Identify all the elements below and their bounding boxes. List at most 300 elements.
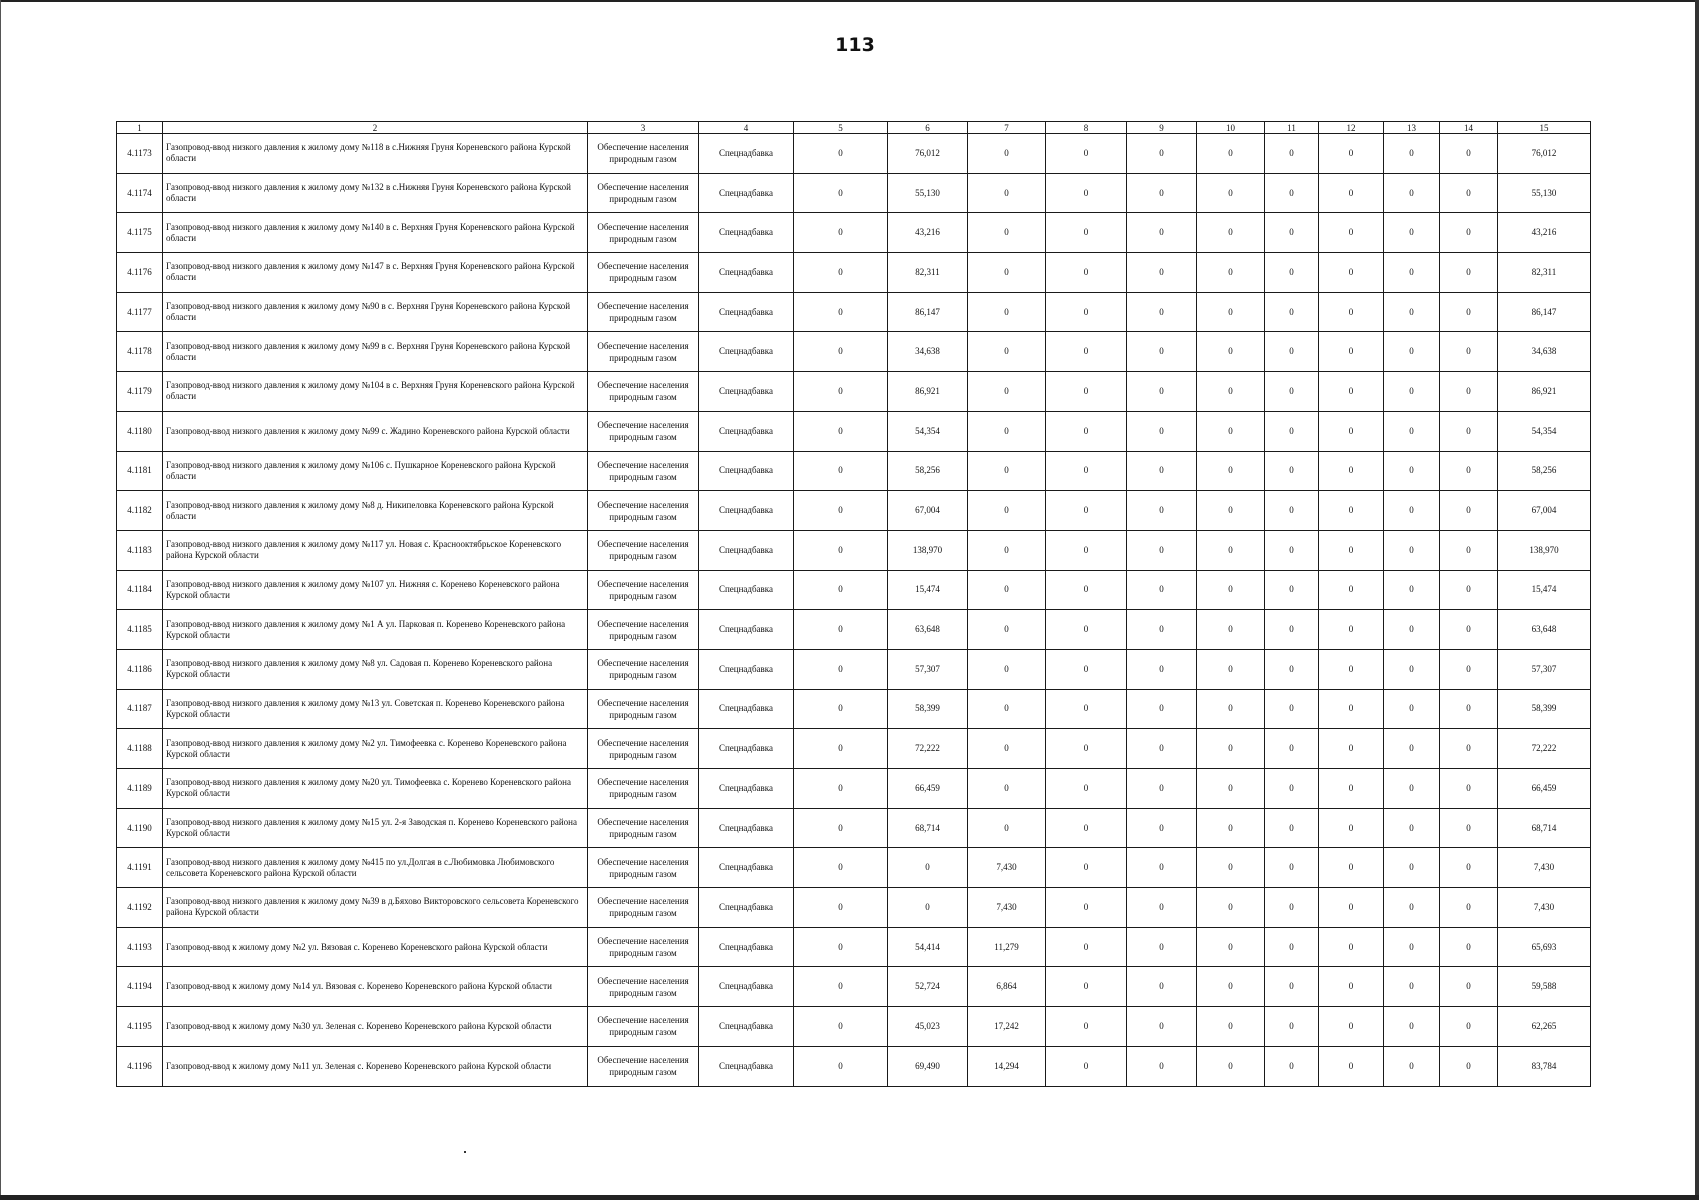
cell-source: Спецнадбавка bbox=[699, 927, 794, 967]
cell-c10: 0 bbox=[1197, 967, 1265, 1007]
cell-c8: 0 bbox=[1046, 213, 1127, 253]
table-row bbox=[117, 848, 1591, 888]
cell-c14: 0 bbox=[1440, 1007, 1498, 1047]
cell-c14: 0 bbox=[1440, 1046, 1498, 1086]
cell-c13: 0 bbox=[1384, 769, 1440, 809]
cell-c12: 0 bbox=[1319, 689, 1384, 729]
cell-c12: 0 bbox=[1319, 888, 1384, 928]
cell-c9: 0 bbox=[1127, 134, 1197, 174]
cell-num: 4.1187 bbox=[117, 689, 163, 729]
cell-num: 4.1192 bbox=[117, 888, 163, 928]
scan-border-right bbox=[1695, 0, 1699, 1200]
cell-c5: 0 bbox=[794, 689, 888, 729]
cell-c13: 0 bbox=[1384, 451, 1440, 491]
cell-c10: 0 bbox=[1197, 808, 1265, 848]
cell-total: 86,921 bbox=[1498, 372, 1591, 412]
header-cell: 2 bbox=[163, 122, 588, 134]
cell-c9: 0 bbox=[1127, 173, 1197, 213]
cell-c5: 0 bbox=[794, 332, 888, 372]
cell-c8: 0 bbox=[1046, 332, 1127, 372]
cell-c11: 0 bbox=[1265, 134, 1319, 174]
cell-c7: 0 bbox=[968, 570, 1046, 610]
cell-c13: 0 bbox=[1384, 253, 1440, 293]
cell-c8: 0 bbox=[1046, 253, 1127, 293]
cell-total: 82,311 bbox=[1498, 253, 1591, 293]
cell-c10: 0 bbox=[1197, 372, 1265, 412]
cell-c10: 0 bbox=[1197, 332, 1265, 372]
cell-c7: 0 bbox=[968, 610, 1046, 650]
cell-total: 7,430 bbox=[1498, 848, 1591, 888]
cell-description: Газопровод-ввод низкого давления к жилому дому №132 в с.Нижняя Груня Кореневского района Курской области bbox=[163, 173, 588, 213]
cell-purpose: Обеспечение населения природным газом bbox=[588, 848, 699, 888]
cell-c14: 0 bbox=[1440, 530, 1498, 570]
cell-c7: 14,294 bbox=[968, 1046, 1046, 1086]
cell-c12: 0 bbox=[1319, 848, 1384, 888]
cell-num: 4.1189 bbox=[117, 769, 163, 809]
cell-purpose: Обеспечение населения природным газом bbox=[588, 134, 699, 174]
cell-c12: 0 bbox=[1319, 292, 1384, 332]
cell-c9: 0 bbox=[1127, 570, 1197, 610]
cell-c11: 0 bbox=[1265, 848, 1319, 888]
cell-c9: 0 bbox=[1127, 967, 1197, 1007]
cell-description: Газопровод-ввод низкого давления к жилому дому №2 ул. Тимофеевка с. Коренево Кореневского района Курской области bbox=[163, 729, 588, 769]
cell-description: Газопровод-ввод низкого давления к жилому дому №15 ул. 2-я Заводская п. Коренево Кореневского района Курской области bbox=[163, 808, 588, 848]
cell-description: Газопровод-ввод низкого давления к жилому дому №8 д. Никипеловка Кореневского района Курской области bbox=[163, 491, 588, 531]
cell-c8: 0 bbox=[1046, 491, 1127, 531]
cell-c11: 0 bbox=[1265, 213, 1319, 253]
cell-description: Газопровод-ввод низкого давления к жилому дому №140 в с. Верхняя Груня Кореневского района Курской области bbox=[163, 213, 588, 253]
cell-num: 4.1174 bbox=[117, 173, 163, 213]
cell-c13: 0 bbox=[1384, 292, 1440, 332]
cell-c12: 0 bbox=[1319, 610, 1384, 650]
cell-c11: 0 bbox=[1265, 332, 1319, 372]
table-row bbox=[117, 927, 1591, 967]
cell-num: 4.1181 bbox=[117, 451, 163, 491]
cell-c13: 0 bbox=[1384, 134, 1440, 174]
header-cell: 8 bbox=[1046, 122, 1127, 134]
cell-c6: 63,648 bbox=[888, 610, 968, 650]
cell-c11: 0 bbox=[1265, 649, 1319, 689]
scan-speck bbox=[464, 1151, 466, 1153]
cell-description: Газопровод-ввод низкого давления к жилому дому №415 по ул.Долгая в с.Любимовка Любимовского сельсовета Кореневского района Курской области bbox=[163, 848, 588, 888]
table-header-row bbox=[117, 122, 1591, 134]
cell-total: 66,459 bbox=[1498, 769, 1591, 809]
cell-total: 43,216 bbox=[1498, 213, 1591, 253]
cell-total: 15,474 bbox=[1498, 570, 1591, 610]
cell-c11: 0 bbox=[1265, 967, 1319, 1007]
cell-total: 59,588 bbox=[1498, 967, 1591, 1007]
cell-c9: 0 bbox=[1127, 1046, 1197, 1086]
cell-purpose: Обеспечение населения природным газом bbox=[588, 1046, 699, 1086]
cell-c9: 0 bbox=[1127, 769, 1197, 809]
cell-total: 34,638 bbox=[1498, 332, 1591, 372]
cell-purpose: Обеспечение населения природным газом bbox=[588, 1007, 699, 1047]
cell-c5: 0 bbox=[794, 769, 888, 809]
page-number: 113 bbox=[835, 34, 875, 56]
cell-source: Спецнадбавка bbox=[699, 372, 794, 412]
cell-c7: 0 bbox=[968, 134, 1046, 174]
cell-c6: 43,216 bbox=[888, 213, 968, 253]
cell-num: 4.1184 bbox=[117, 570, 163, 610]
cell-c14: 0 bbox=[1440, 173, 1498, 213]
cell-c10: 0 bbox=[1197, 134, 1265, 174]
cell-c11: 0 bbox=[1265, 411, 1319, 451]
cell-c12: 0 bbox=[1319, 1007, 1384, 1047]
cell-purpose: Обеспечение населения природным газом bbox=[588, 411, 699, 451]
cell-num: 4.1185 bbox=[117, 610, 163, 650]
cell-c8: 0 bbox=[1046, 808, 1127, 848]
cell-purpose: Обеспечение населения природным газом bbox=[588, 372, 699, 412]
cell-c12: 0 bbox=[1319, 134, 1384, 174]
cell-c6: 58,399 bbox=[888, 689, 968, 729]
cell-c11: 0 bbox=[1265, 530, 1319, 570]
cell-total: 55,130 bbox=[1498, 173, 1591, 213]
header-cell: 13 bbox=[1384, 122, 1440, 134]
cell-num: 4.1194 bbox=[117, 967, 163, 1007]
cell-c12: 0 bbox=[1319, 372, 1384, 412]
cell-c5: 0 bbox=[794, 1046, 888, 1086]
cell-num: 4.1173 bbox=[117, 134, 163, 174]
cell-description: Газопровод-ввод низкого давления к жилому дому №13 ул. Советская п. Коренево Кореневского района Курской области bbox=[163, 689, 588, 729]
cell-total: 72,222 bbox=[1498, 729, 1591, 769]
cell-c5: 0 bbox=[794, 570, 888, 610]
cell-c14: 0 bbox=[1440, 888, 1498, 928]
cell-c10: 0 bbox=[1197, 253, 1265, 293]
cell-c13: 0 bbox=[1384, 530, 1440, 570]
cell-c7: 0 bbox=[968, 292, 1046, 332]
cell-source: Спецнадбавка bbox=[699, 253, 794, 293]
cell-c9: 0 bbox=[1127, 332, 1197, 372]
cell-c8: 0 bbox=[1046, 649, 1127, 689]
cell-c6: 34,638 bbox=[888, 332, 968, 372]
cell-c12: 0 bbox=[1319, 451, 1384, 491]
cell-description: Газопровод-ввод низкого давления к жилому дому №39 в д.Бяхово Викторовского сельсовета Кореневского района Курской области bbox=[163, 888, 588, 928]
cell-c5: 0 bbox=[794, 967, 888, 1007]
cell-c7: 0 bbox=[968, 411, 1046, 451]
cell-total: 76,012 bbox=[1498, 134, 1591, 174]
cell-c7: 7,430 bbox=[968, 888, 1046, 928]
cell-c8: 0 bbox=[1046, 927, 1127, 967]
cell-description: Газопровод-ввод низкого давления к жилому дому №99 в с. Верхняя Груня Кореневского района Курской области bbox=[163, 332, 588, 372]
cell-c5: 0 bbox=[794, 292, 888, 332]
cell-source: Спецнадбавка bbox=[699, 1046, 794, 1086]
cell-source: Спецнадбавка bbox=[699, 570, 794, 610]
cell-c13: 0 bbox=[1384, 967, 1440, 1007]
cell-c13: 0 bbox=[1384, 888, 1440, 928]
cell-c13: 0 bbox=[1384, 332, 1440, 372]
cell-purpose: Обеспечение населения природным газом bbox=[588, 530, 699, 570]
cell-c14: 0 bbox=[1440, 134, 1498, 174]
cell-c10: 0 bbox=[1197, 173, 1265, 213]
cell-description: Газопровод-ввод низкого давления к жилому дому №106 с. Пушкарное Кореневского района Курской области bbox=[163, 451, 588, 491]
cell-total: 62,265 bbox=[1498, 1007, 1591, 1047]
cell-c14: 0 bbox=[1440, 491, 1498, 531]
table-row bbox=[117, 173, 1591, 213]
cell-c5: 0 bbox=[794, 213, 888, 253]
header-cell: 6 bbox=[888, 122, 968, 134]
cell-c9: 0 bbox=[1127, 491, 1197, 531]
cell-c9: 0 bbox=[1127, 1007, 1197, 1047]
cell-c7: 0 bbox=[968, 173, 1046, 213]
table-body bbox=[117, 122, 1591, 1087]
cell-c8: 0 bbox=[1046, 610, 1127, 650]
table-row bbox=[117, 729, 1591, 769]
cell-c6: 0 bbox=[888, 848, 968, 888]
cell-c5: 0 bbox=[794, 888, 888, 928]
cell-purpose: Обеспечение населения природным газом bbox=[588, 689, 699, 729]
cell-source: Спецнадбавка bbox=[699, 213, 794, 253]
header-cell: 4 bbox=[699, 122, 794, 134]
cell-purpose: Обеспечение населения природным газом bbox=[588, 491, 699, 531]
cell-total: 58,256 bbox=[1498, 451, 1591, 491]
cell-description: Газопровод-ввод низкого давления к жилому дому №8 ул. Садовая п. Коренево Кореневского района Курской области bbox=[163, 649, 588, 689]
table-row bbox=[117, 888, 1591, 928]
table-row bbox=[117, 649, 1591, 689]
table-row bbox=[117, 808, 1591, 848]
cell-c8: 0 bbox=[1046, 729, 1127, 769]
cell-c13: 0 bbox=[1384, 491, 1440, 531]
cell-c11: 0 bbox=[1265, 451, 1319, 491]
cell-c11: 0 bbox=[1265, 570, 1319, 610]
cell-total: 65,693 bbox=[1498, 927, 1591, 967]
cell-c14: 0 bbox=[1440, 570, 1498, 610]
cell-c11: 0 bbox=[1265, 1046, 1319, 1086]
cell-c8: 0 bbox=[1046, 134, 1127, 174]
cell-c8: 0 bbox=[1046, 570, 1127, 610]
cell-c10: 0 bbox=[1197, 927, 1265, 967]
cell-c6: 55,130 bbox=[888, 173, 968, 213]
cell-c10: 0 bbox=[1197, 689, 1265, 729]
header-cell: 15 bbox=[1498, 122, 1591, 134]
data-table bbox=[116, 121, 1591, 1087]
cell-c6: 0 bbox=[888, 888, 968, 928]
cell-c10: 0 bbox=[1197, 530, 1265, 570]
cell-c14: 0 bbox=[1440, 927, 1498, 967]
table-row bbox=[117, 332, 1591, 372]
cell-c14: 0 bbox=[1440, 808, 1498, 848]
cell-c12: 0 bbox=[1319, 213, 1384, 253]
cell-c13: 0 bbox=[1384, 848, 1440, 888]
cell-num: 4.1196 bbox=[117, 1046, 163, 1086]
table-row bbox=[117, 1046, 1591, 1086]
cell-c14: 0 bbox=[1440, 213, 1498, 253]
header-cell: 7 bbox=[968, 122, 1046, 134]
cell-c8: 0 bbox=[1046, 173, 1127, 213]
cell-c8: 0 bbox=[1046, 1007, 1127, 1047]
cell-c12: 0 bbox=[1319, 530, 1384, 570]
cell-total: 86,147 bbox=[1498, 292, 1591, 332]
cell-c11: 0 bbox=[1265, 689, 1319, 729]
cell-c10: 0 bbox=[1197, 848, 1265, 888]
cell-total: 54,354 bbox=[1498, 411, 1591, 451]
cell-purpose: Обеспечение населения природным газом bbox=[588, 570, 699, 610]
cell-description: Газопровод-ввод низкого давления к жилому дому №1 А ул. Парковая п. Коренево Кореневского района Курской области bbox=[163, 610, 588, 650]
cell-num: 4.1177 bbox=[117, 292, 163, 332]
scan-border-bottom bbox=[0, 1195, 1699, 1200]
cell-c14: 0 bbox=[1440, 967, 1498, 1007]
cell-c13: 0 bbox=[1384, 689, 1440, 729]
cell-c9: 0 bbox=[1127, 848, 1197, 888]
cell-c5: 0 bbox=[794, 134, 888, 174]
cell-c6: 54,354 bbox=[888, 411, 968, 451]
cell-c12: 0 bbox=[1319, 769, 1384, 809]
cell-source: Спецнадбавка bbox=[699, 967, 794, 1007]
cell-c10: 0 bbox=[1197, 888, 1265, 928]
cell-c14: 0 bbox=[1440, 292, 1498, 332]
cell-c10: 0 bbox=[1197, 610, 1265, 650]
cell-c5: 0 bbox=[794, 848, 888, 888]
cell-c13: 0 bbox=[1384, 927, 1440, 967]
cell-c5: 0 bbox=[794, 372, 888, 412]
cell-source: Спецнадбавка bbox=[699, 332, 794, 372]
cell-c13: 0 bbox=[1384, 411, 1440, 451]
cell-c14: 0 bbox=[1440, 729, 1498, 769]
cell-c9: 0 bbox=[1127, 649, 1197, 689]
cell-c9: 0 bbox=[1127, 411, 1197, 451]
cell-c7: 0 bbox=[968, 689, 1046, 729]
cell-c12: 0 bbox=[1319, 1046, 1384, 1086]
cell-num: 4.1190 bbox=[117, 808, 163, 848]
scan-border-top bbox=[0, 0, 1699, 2]
cell-c7: 0 bbox=[968, 808, 1046, 848]
table-row bbox=[117, 689, 1591, 729]
header-cell: 3 bbox=[588, 122, 699, 134]
cell-c14: 0 bbox=[1440, 332, 1498, 372]
cell-c8: 0 bbox=[1046, 411, 1127, 451]
cell-c12: 0 bbox=[1319, 808, 1384, 848]
table-row bbox=[117, 372, 1591, 412]
cell-c5: 0 bbox=[794, 729, 888, 769]
cell-c8: 0 bbox=[1046, 530, 1127, 570]
scan-border-left bbox=[0, 0, 1, 1200]
cell-c6: 57,307 bbox=[888, 649, 968, 689]
cell-total: 58,399 bbox=[1498, 689, 1591, 729]
cell-c10: 0 bbox=[1197, 1007, 1265, 1047]
cell-description: Газопровод-ввод низкого давления к жилому дому №104 в с. Верхняя Груня Кореневского района Курской области bbox=[163, 372, 588, 412]
cell-purpose: Обеспечение населения природным газом bbox=[588, 769, 699, 809]
cell-c7: 0 bbox=[968, 649, 1046, 689]
cell-num: 4.1175 bbox=[117, 213, 163, 253]
cell-c6: 58,256 bbox=[888, 451, 968, 491]
header-cell: 5 bbox=[794, 122, 888, 134]
cell-num: 4.1188 bbox=[117, 729, 163, 769]
cell-c6: 82,311 bbox=[888, 253, 968, 293]
cell-c14: 0 bbox=[1440, 848, 1498, 888]
cell-c8: 0 bbox=[1046, 689, 1127, 729]
cell-description: Газопровод-ввод к жилому дому №30 ул. Зеленая с. Коренево Кореневского района Курской области bbox=[163, 1007, 588, 1047]
cell-c12: 0 bbox=[1319, 332, 1384, 372]
cell-c5: 0 bbox=[794, 610, 888, 650]
header-cell: 10 bbox=[1197, 122, 1265, 134]
cell-c13: 0 bbox=[1384, 372, 1440, 412]
table-row bbox=[117, 213, 1591, 253]
cell-num: 4.1178 bbox=[117, 332, 163, 372]
cell-description: Газопровод-ввод низкого давления к жилому дому №20 ул. Тимофеевка с. Коренево Кореневского района Курской области bbox=[163, 769, 588, 809]
cell-c11: 0 bbox=[1265, 1007, 1319, 1047]
cell-total: 63,648 bbox=[1498, 610, 1591, 650]
cell-c10: 0 bbox=[1197, 649, 1265, 689]
cell-c10: 0 bbox=[1197, 292, 1265, 332]
cell-c8: 0 bbox=[1046, 967, 1127, 1007]
cell-num: 4.1193 bbox=[117, 927, 163, 967]
cell-c11: 0 bbox=[1265, 729, 1319, 769]
header-cell: 1 bbox=[117, 122, 163, 134]
cell-description: Газопровод-ввод к жилому дому №2 ул. Вязовая с. Коренево Кореневского района Курской области bbox=[163, 927, 588, 967]
cell-c14: 0 bbox=[1440, 769, 1498, 809]
cell-num: 4.1176 bbox=[117, 253, 163, 293]
cell-c11: 0 bbox=[1265, 253, 1319, 293]
cell-c10: 0 bbox=[1197, 769, 1265, 809]
cell-c5: 0 bbox=[794, 173, 888, 213]
cell-c12: 0 bbox=[1319, 491, 1384, 531]
cell-total: 67,004 bbox=[1498, 491, 1591, 531]
cell-c14: 0 bbox=[1440, 649, 1498, 689]
cell-c6: 52,724 bbox=[888, 967, 968, 1007]
cell-c13: 0 bbox=[1384, 649, 1440, 689]
cell-c6: 72,222 bbox=[888, 729, 968, 769]
cell-c12: 0 bbox=[1319, 649, 1384, 689]
cell-c14: 0 bbox=[1440, 253, 1498, 293]
cell-c6: 15,474 bbox=[888, 570, 968, 610]
table-row bbox=[117, 530, 1591, 570]
cell-source: Спецнадбавка bbox=[699, 292, 794, 332]
cell-c9: 0 bbox=[1127, 372, 1197, 412]
cell-c11: 0 bbox=[1265, 769, 1319, 809]
table-row bbox=[117, 451, 1591, 491]
cell-source: Спецнадбавка bbox=[699, 769, 794, 809]
cell-description: Газопровод-ввод к жилому дому №14 ул. Вязовая с. Коренево Кореневского района Курской области bbox=[163, 967, 588, 1007]
cell-c7: 0 bbox=[968, 332, 1046, 372]
header-cell: 14 bbox=[1440, 122, 1498, 134]
cell-c11: 0 bbox=[1265, 808, 1319, 848]
cell-c11: 0 bbox=[1265, 491, 1319, 531]
cell-c12: 0 bbox=[1319, 967, 1384, 1007]
cell-purpose: Обеспечение населения природным газом bbox=[588, 649, 699, 689]
cell-c8: 0 bbox=[1046, 372, 1127, 412]
cell-c7: 0 bbox=[968, 530, 1046, 570]
cell-total: 83,784 bbox=[1498, 1046, 1591, 1086]
cell-c8: 0 bbox=[1046, 848, 1127, 888]
cell-c6: 138,970 bbox=[888, 530, 968, 570]
cell-c11: 0 bbox=[1265, 292, 1319, 332]
cell-purpose: Обеспечение населения природным газом bbox=[588, 451, 699, 491]
cell-c10: 0 bbox=[1197, 729, 1265, 769]
cell-c7: 7,430 bbox=[968, 848, 1046, 888]
cell-c7: 6,864 bbox=[968, 967, 1046, 1007]
cell-source: Спецнадбавка bbox=[699, 808, 794, 848]
cell-c5: 0 bbox=[794, 649, 888, 689]
cell-source: Спецнадбавка bbox=[699, 610, 794, 650]
cell-purpose: Обеспечение населения природным газом bbox=[588, 967, 699, 1007]
cell-c12: 0 bbox=[1319, 570, 1384, 610]
cell-c7: 0 bbox=[968, 769, 1046, 809]
cell-purpose: Обеспечение населения природным газом bbox=[588, 927, 699, 967]
cell-c5: 0 bbox=[794, 411, 888, 451]
cell-c13: 0 bbox=[1384, 213, 1440, 253]
cell-c6: 67,004 bbox=[888, 491, 968, 531]
cell-c5: 0 bbox=[794, 1007, 888, 1047]
cell-c6: 69,490 bbox=[888, 1046, 968, 1086]
cell-c6: 86,921 bbox=[888, 372, 968, 412]
cell-description: Газопровод-ввод низкого давления к жилому дому №147 в с. Верхняя Груня Кореневского района Курской области bbox=[163, 253, 588, 293]
cell-source: Спецнадбавка bbox=[699, 173, 794, 213]
cell-c7: 0 bbox=[968, 451, 1046, 491]
cell-purpose: Обеспечение населения природным газом bbox=[588, 729, 699, 769]
cell-c11: 0 bbox=[1265, 927, 1319, 967]
cell-c14: 0 bbox=[1440, 372, 1498, 412]
cell-c7: 0 bbox=[968, 213, 1046, 253]
cell-description: Газопровод-ввод низкого давления к жилому дому №117 ул. Новая с. Краснооктябрьское Кореневского района Курской области bbox=[163, 530, 588, 570]
